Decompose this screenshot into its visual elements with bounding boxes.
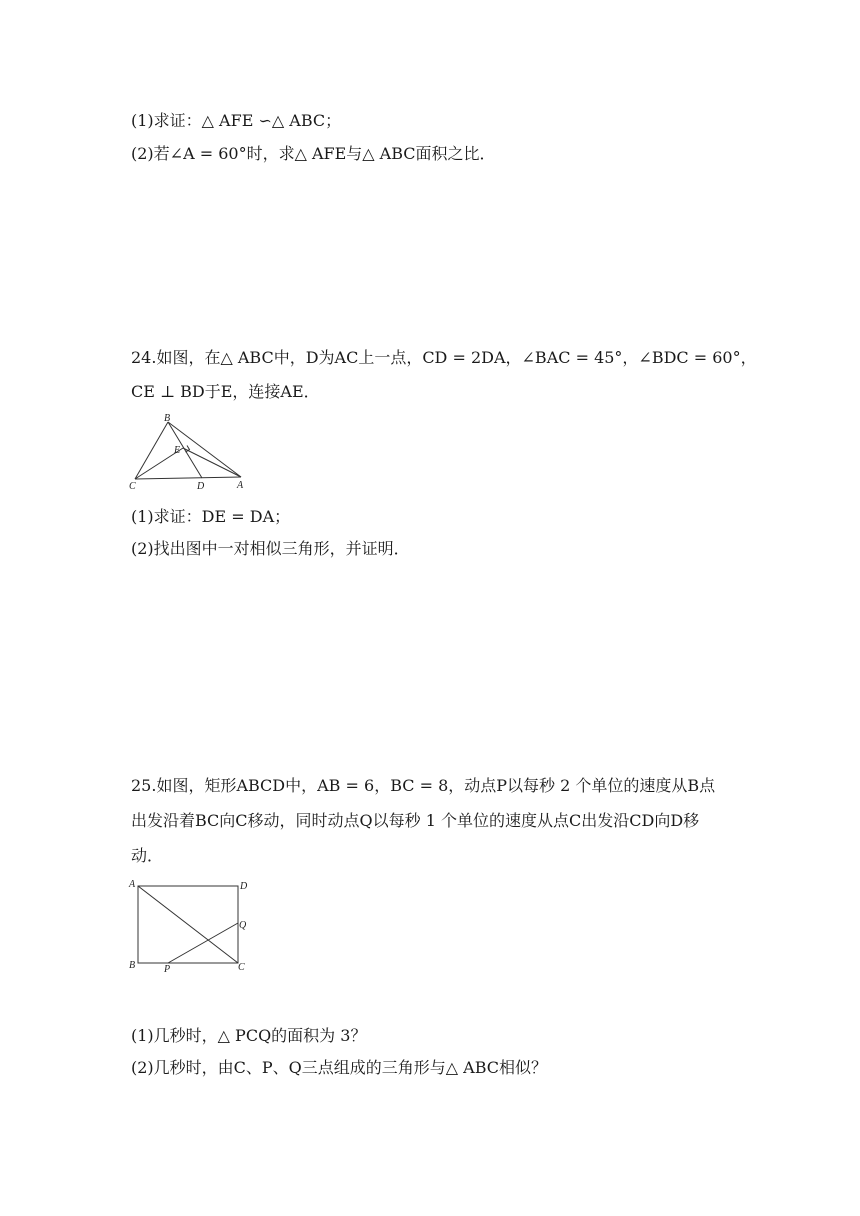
label-d: D (240, 881, 248, 892)
q25-part2: (2)几秒时，由C、P、Q三点组成的三角形与△ ABC相似？ (131, 1058, 548, 1077)
q23-part1: (1)求证：△ AFE ∽△ ABC； (131, 111, 342, 130)
q25-part1: (1)几秒时，△ PCQ的面积为 3？ (131, 1026, 367, 1045)
q25-stem-line1: 25.如图，矩形ABCD中，AB = 6，BC = 8，动点P以每秒 2 个单位的速度从B点 (131, 776, 716, 795)
q23-part2: (2)若∠A = 60°时，求△ AFE与△ ABC面积之比． (131, 144, 496, 163)
q24-stem-line1: 24.如图，在△ ABC中，D为AC上一点，CD = 2DA，∠BAC = 45°，∠BDC = 60°， (131, 348, 757, 367)
label-d: D (197, 481, 205, 492)
segment-pq (168, 923, 238, 963)
label-a: A (237, 480, 244, 491)
q25-rectangle-figure (126, 876, 254, 974)
segment-ea (183, 448, 241, 477)
label-a: A (129, 879, 136, 890)
label-b: B (164, 413, 171, 424)
segment-cb (135, 422, 168, 479)
label-c: C (238, 962, 245, 973)
segment-ca (135, 477, 241, 479)
label-e: E (174, 445, 181, 456)
q24-triangle-figure (126, 412, 250, 494)
q25-stem-line3: 动． (131, 846, 164, 865)
q24-part2: (2)找出图中一对相似三角形，并证明． (131, 539, 410, 558)
label-b: B (129, 960, 136, 971)
label-c: C (129, 481, 136, 492)
label-p: P (164, 964, 171, 974)
q24-stem-line2: CE ⊥ BD于E，连接AE． (131, 382, 320, 401)
q25-stem-line2: 出发沿着BC向C移动，同时动点Q以每秒 1 个单位的速度从点C出发沿CD向D移 (131, 811, 700, 830)
label-q: Q (239, 920, 247, 931)
q24-part1: (1)求证：DE = DA； (131, 507, 291, 526)
